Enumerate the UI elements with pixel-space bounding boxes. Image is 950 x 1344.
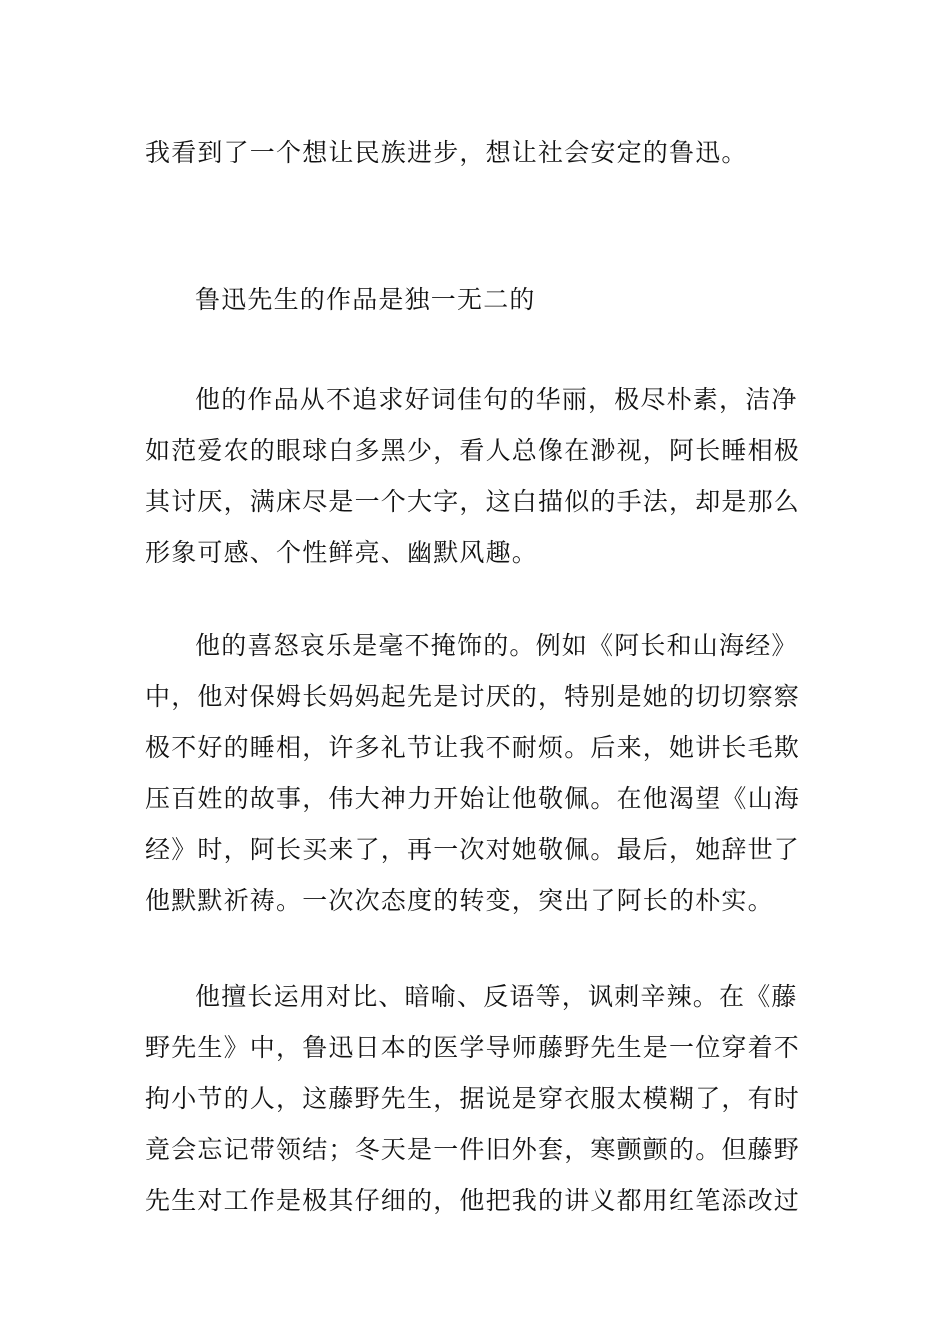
text-line: 鲁迅先生的作品是独一无二的 [195, 285, 536, 314]
text-line: 先生对工作是极其仔细的，他把我的讲义都用红笔添改过 [145, 1186, 801, 1215]
text-line: 经》时，阿长买来了，再一次对她敬佩。最后，她辞世了 [145, 835, 801, 864]
paragraph-closing-line [145, 127, 815, 178]
text-line: 极不好的睡相，许多礼节让我不耐烦。后来，她讲长毛欺 [145, 733, 801, 762]
paragraph-satire [145, 971, 815, 1226]
text-line: 他默默祈祷。一次次态度的转变，突出了阿长的朴实。 [145, 886, 774, 915]
section-heading [145, 274, 815, 325]
text-line: 中，他对保姆长妈妈起先是讨厌的，特别是她的切切察察 [145, 682, 801, 711]
text-line: 他擅长运用对比、暗喻、反语等，讽刺辛辣。在《藤 [195, 982, 798, 1011]
text-line: 拘小节的人，这藤野先生，据说是穿衣服太模糊了，有时 [145, 1084, 801, 1113]
paragraph-style [145, 374, 815, 578]
text-line: 他的喜怒哀乐是毫不掩饰的。例如《阿长和山海经》 [195, 631, 798, 660]
text-line: 压百姓的故事，伟大神力开始让他敬佩。在他渴望《山海 [145, 784, 801, 813]
text-line: 我看到了一个想让民族进步，想让社会安定的鲁迅。 [145, 138, 748, 167]
text-line: 如范爱农的眼球白多黑少，看人总像在渺视，阿长睡相极 [145, 436, 801, 465]
paragraph-emotions [145, 620, 815, 926]
text-line: 野先生》中，鲁迅日本的医学导师藤野先生是一位穿着不 [145, 1033, 801, 1062]
text-line: 竟会忘记带领结；冬天是一件旧外套，寒颤颤的。但藤野 [145, 1135, 801, 1164]
text-line: 形象可感、个性鲜亮、幽默风趣。 [145, 538, 539, 567]
text-line: 他的作品从不追求好词佳句的华丽，极尽朴素，洁净 [195, 385, 798, 414]
text-line: 其讨厌，满床尽是一个大字，这白描似的手法，却是那么 [145, 487, 801, 516]
